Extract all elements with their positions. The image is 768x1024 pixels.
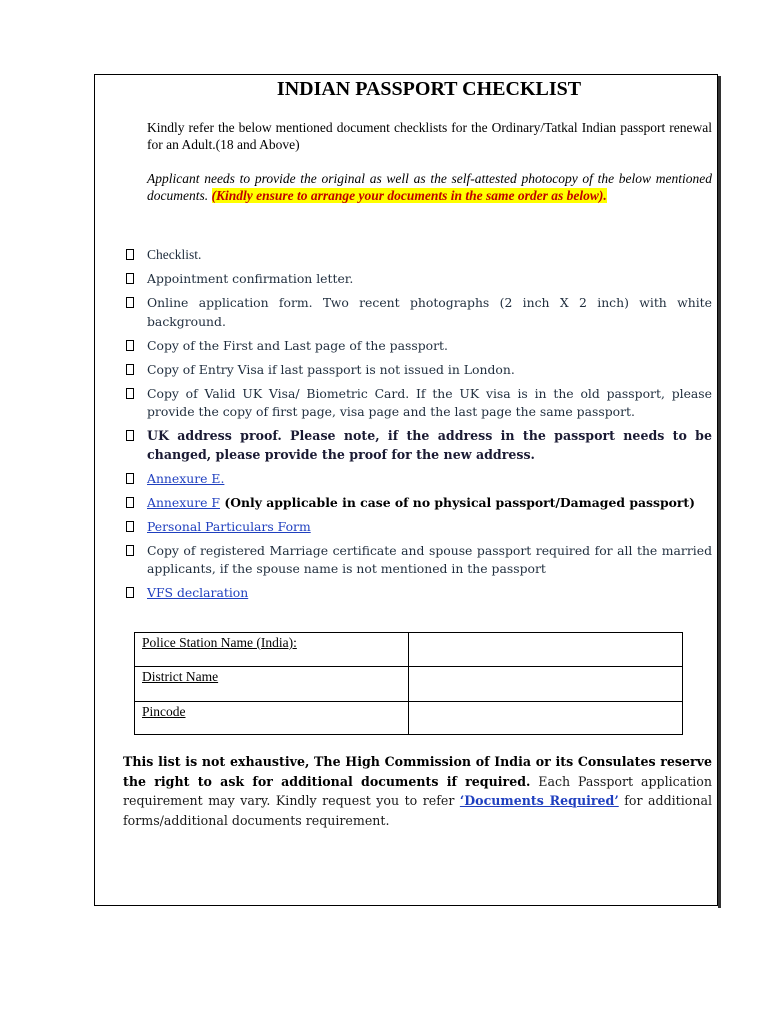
checklist-item [120,385,712,422]
pincode-field[interactable] [409,702,683,735]
checklist-item-text: Copy of Entry Visa if last passport is not issued in London. [147,361,515,377]
checklist-item [120,361,712,380]
checklist-item [120,270,712,289]
documents-required-link[interactable]: ‘Documents Required’ [459,793,619,808]
checklist-item [120,584,712,603]
checkbox-icon[interactable] [126,587,134,598]
checkbox-icon[interactable] [126,388,134,399]
checklist-item-text: Copy of the First and Last page of the passport. [147,337,448,353]
address-form-table [134,632,683,735]
checklist-item [120,427,712,464]
police-station-label: Police Station Name (India): [142,635,297,650]
table-row [135,702,683,735]
checkbox-icon[interactable] [126,473,134,484]
checkbox-icon[interactable] [126,249,134,260]
personal-particulars-link[interactable]: Personal Particulars Form [147,518,311,534]
annexure-f-link[interactable]: Annexure F [147,494,221,510]
instruction-text: Applicant needs to provide the original as well as the self-attested photocopy of the below mentioned documents. [147,171,712,203]
district-name-label: District Name [142,669,219,684]
checklist-item-text: Copy of registered Marriage certificate and spouse passport required for all the married applicants, if the spouse name is not mentioned in the passport [147,542,712,576]
footer-note [123,752,712,830]
checklist-item [120,542,712,579]
instruction-paragraph [147,170,712,204]
footer-text-end: for additional forms/additional documents requirement. [123,793,713,828]
annexure-e-link[interactable]: Annexure E. [147,470,225,486]
checkbox-icon[interactable] [126,497,134,508]
checklist-item-text: Checklist. [147,247,202,262]
form-label-cell [135,702,409,735]
form-label-cell [135,633,409,667]
checklist-item-text: UK address proof. Please note, if the address in the passport needs to be changed, please provide the proof for the new address. [147,428,712,462]
pincode-label: Pincode [142,704,186,719]
checkbox-icon[interactable] [126,545,134,556]
checkbox-icon[interactable] [126,430,134,441]
footer-disclaimer: This list is not exhaustive, The High Commission of India or its Consulates reserve the right to ask for additional documents if required. [123,754,712,789]
page-border-shadow [718,76,721,908]
district-name-field[interactable] [409,667,683,702]
checkbox-icon[interactable] [126,364,134,375]
vfs-declaration-link[interactable]: VFS declaration [147,585,249,600]
form-label-cell [135,667,409,702]
checkbox-icon[interactable] [126,273,134,284]
police-station-field[interactable] [409,633,683,667]
checklist-item [120,294,712,331]
table-row [135,633,683,667]
checklist-item-text: Appointment confirmation letter. [147,271,354,286]
intro-paragraph: Kindly refer the below mentioned document checklists for the Ordinary/Tatkal Indian passport renewal for an Adult.(18 and Above) [147,120,712,152]
checklist-item-text: Online application form. Two recent photographs (2 inch X 2 inch) with white background. [147,295,712,329]
table-row [135,667,683,702]
checkbox-icon[interactable] [126,297,134,308]
checklist-item [120,518,712,537]
checkbox-icon[interactable] [126,521,134,532]
checklist-item-text: Copy of Valid UK Visa/ Biometric Card. If the UK visa is in the old passport, please provide the copy of first page, visa page and the last page the same passport. [147,385,712,419]
document-checklist [120,246,712,608]
checklist-item [120,494,712,513]
checklist-item [120,246,712,265]
footer-text: Each Passport application requirement may vary. Kindly request you to refer [123,773,712,808]
checkbox-icon[interactable] [126,340,134,351]
page-title: INDIAN PASSPORT CHECKLIST [276,78,582,100]
checklist-item [120,337,712,356]
annexure-f-note: (Only applicable in case of no physical passport/Damaged passport) [220,494,696,510]
instruction-highlight: (Kindly ensure to arrange your documents in the same order as below). [211,188,607,203]
checklist-item [120,470,712,489]
